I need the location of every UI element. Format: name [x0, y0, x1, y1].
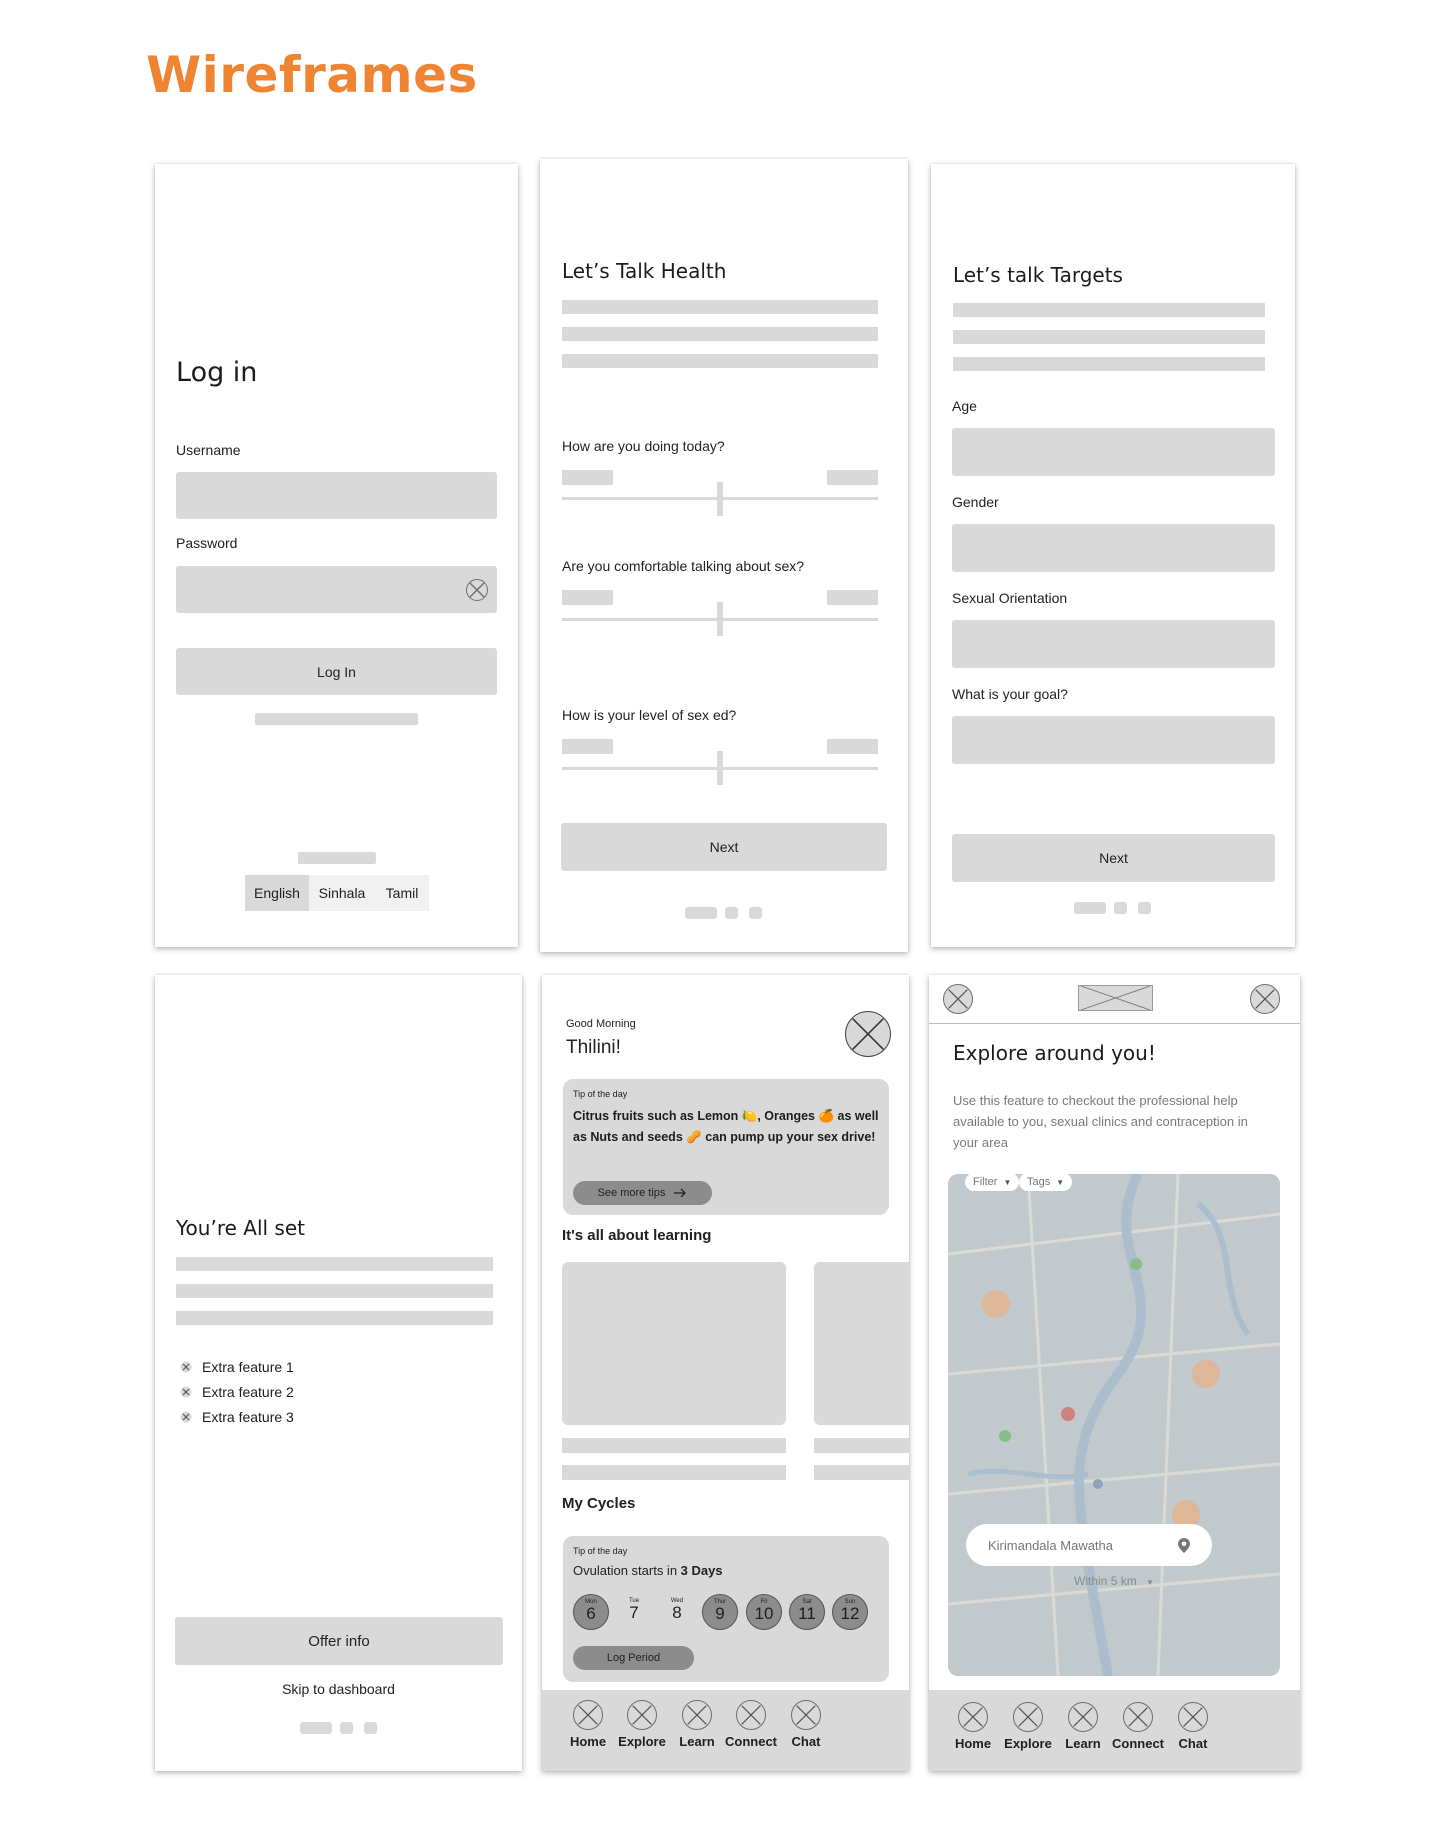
cycle-day[interactable]	[573, 1594, 609, 1630]
home-icon	[573, 1700, 603, 1730]
login-screen	[155, 164, 518, 947]
radius-label: Within 5 km	[1074, 1574, 1137, 1588]
age-input[interactable]	[952, 428, 1275, 476]
nav-item-explore[interactable]	[998, 1702, 1058, 1751]
dashboard-screen	[542, 975, 909, 1771]
feature-item	[180, 1359, 294, 1375]
progress-dot	[1114, 902, 1127, 914]
nav-item-connect[interactable]	[721, 1700, 781, 1749]
health-screen	[540, 159, 908, 952]
goal-input[interactable]	[952, 716, 1275, 764]
log-period-button[interactable]: Log Period	[573, 1646, 694, 1670]
goal-label: What is your goal?	[952, 686, 1068, 702]
progress-dot	[749, 907, 762, 919]
cycle-day-name: Sat	[802, 1599, 812, 1605]
cycle-day-number: 7	[629, 1603, 639, 1622]
cycles-card	[563, 1536, 889, 1682]
location-search-value: Kirimandala Mawatha	[988, 1537, 1114, 1553]
tip-text: Citrus fruits such as Lemon 🍋, Oranges 🍊 as well as Nuts and seeds 🥜 can pump up your sex drive!	[573, 1109, 879, 1144]
nav-item-home[interactable]	[558, 1700, 618, 1749]
chevron-down-icon: ▼	[1003, 1177, 1012, 1187]
logo-placeholder	[1078, 985, 1153, 1011]
bottom-nav	[542, 1690, 909, 1771]
targets-description-line	[953, 357, 1265, 371]
see-more-label: See more tips	[597, 1187, 666, 1199]
feature-item	[180, 1384, 294, 1400]
tip-label: Tip of the day	[573, 1089, 628, 1099]
sexual-orientation-input[interactable]	[952, 620, 1275, 668]
chevron-down-icon: ▼	[1056, 1177, 1065, 1187]
question-label: How are you doing today?	[562, 438, 725, 454]
nav-item-explore[interactable]	[612, 1700, 672, 1749]
gender-input[interactable]	[952, 524, 1275, 572]
allset-description-line	[176, 1311, 493, 1325]
cycle-day-name: Sun	[844, 1599, 856, 1605]
question-label: Are you comfortable talking about sex?	[562, 558, 805, 574]
health-description-line	[562, 354, 878, 368]
home-icon	[958, 1702, 988, 1732]
cycle-day[interactable]	[746, 1594, 782, 1630]
chat-icon	[791, 1700, 821, 1730]
learning-card[interactable]	[814, 1262, 909, 1425]
nav-label: Connect	[1112, 1736, 1164, 1751]
health-title: Let’s Talk Health	[562, 259, 727, 283]
radius-selector[interactable]	[948, 1574, 1280, 1588]
slider-min-label	[562, 590, 613, 605]
tags-chip[interactable]	[1019, 1174, 1072, 1191]
nav-label: Home	[954, 1736, 992, 1751]
nav-label: Connect	[725, 1734, 777, 1749]
username-label: Username	[176, 442, 241, 458]
nav-item-home[interactable]	[943, 1702, 1003, 1751]
connect-icon	[736, 1700, 766, 1730]
cycle-day-number: 6	[586, 1604, 596, 1623]
location-pin-icon	[1178, 1538, 1190, 1553]
allset-description-line	[176, 1284, 493, 1298]
language-english[interactable]: English	[245, 875, 309, 911]
cycle-day-name: Thur	[713, 1599, 727, 1605]
allset-description-line	[176, 1257, 493, 1271]
ovulation-prefix: Ovulation starts in	[573, 1563, 681, 1578]
skip-to-dashboard-link[interactable]: Skip to dashboard	[282, 1681, 395, 1697]
progress-dot	[364, 1722, 377, 1734]
login-title: Log in	[176, 357, 258, 388]
feature-x-icon	[180, 1386, 192, 1398]
explore-screen	[929, 975, 1300, 1771]
location-search-input[interactable]	[966, 1524, 1212, 1566]
cycle-day-number: 11	[798, 1604, 816, 1623]
nav-label: Explore	[1004, 1736, 1052, 1751]
ovulation-text	[573, 1563, 723, 1578]
next-button[interactable]: Next	[561, 823, 887, 871]
targets-description-line	[953, 330, 1265, 344]
language-caption	[298, 852, 376, 864]
cycle-day[interactable]	[832, 1594, 868, 1630]
slider-thumb[interactable]	[717, 482, 723, 516]
nav-label: Chat	[791, 1734, 821, 1749]
language-tamil[interactable]: Tamil	[375, 875, 429, 911]
progress-dot-active	[300, 1722, 332, 1734]
nav-label: Learn	[1065, 1736, 1101, 1751]
progress-dot	[725, 907, 738, 919]
slider-thumb[interactable]	[717, 751, 723, 785]
allset-screen	[155, 975, 522, 1771]
slider-thumb[interactable]	[717, 602, 723, 636]
cycles-tip-label: Tip of the day	[573, 1546, 628, 1556]
nav-item-learn[interactable]	[1053, 1702, 1113, 1751]
password-label: Password	[176, 535, 238, 551]
filter-label: Filter	[973, 1176, 998, 1188]
forgot-password-link[interactable]	[255, 713, 418, 725]
login-button[interactable]: Log In	[176, 648, 497, 695]
feature-label: Extra feature 2	[202, 1384, 294, 1400]
arrow-right-icon	[673, 1188, 687, 1198]
feature-x-icon	[180, 1361, 192, 1373]
age-label: Age	[952, 398, 977, 414]
slider-min-label	[562, 470, 613, 485]
health-description-line	[562, 300, 878, 314]
feature-label: Extra feature 3	[202, 1409, 294, 1425]
nav-label: Explore	[618, 1734, 666, 1749]
cycle-day[interactable]	[659, 1594, 695, 1630]
chevron-down-icon: ▼	[1146, 1578, 1154, 1587]
feature-label: Extra feature 1	[202, 1359, 294, 1375]
targets-description-line	[953, 303, 1265, 317]
learning-card-caption	[562, 1465, 786, 1480]
explore-icon	[1013, 1702, 1043, 1732]
back-icon[interactable]	[943, 984, 973, 1014]
nav-label: Home	[569, 1734, 607, 1749]
progress-dot-active	[1138, 902, 1151, 914]
password-input[interactable]	[176, 566, 497, 613]
gender-label: Gender	[952, 494, 999, 510]
clear-password-icon[interactable]	[466, 579, 488, 601]
page-title: Wireframes	[146, 46, 478, 104]
offer-info-button[interactable]: Offer info	[175, 1617, 503, 1665]
nav-item-learn[interactable]	[667, 1700, 727, 1749]
progress-dot-active	[685, 907, 717, 919]
chat-icon	[1178, 1702, 1208, 1732]
cycles-section-title: My Cycles	[562, 1495, 636, 1512]
user-name: Thilini!	[566, 1037, 621, 1058]
cycle-day-name: Fri	[760, 1599, 768, 1605]
cycle-day-name: Wed	[670, 1598, 684, 1604]
close-icon[interactable]	[1250, 984, 1280, 1014]
greeting: Good Morning	[566, 1018, 636, 1030]
slider-max-label	[827, 739, 878, 754]
tip-card	[563, 1079, 889, 1215]
learn-icon	[1068, 1702, 1098, 1732]
map-graphic	[948, 1174, 1280, 1676]
tags-label: Tags	[1027, 1176, 1051, 1188]
connect-icon	[1123, 1702, 1153, 1732]
cycle-day[interactable]	[702, 1594, 738, 1630]
learning-card-caption	[562, 1438, 786, 1453]
cycle-day-number: 12	[840, 1604, 860, 1623]
explore-icon	[627, 1700, 657, 1730]
days-row	[563, 1594, 889, 1632]
question-label: How is your level of sex ed?	[562, 707, 737, 723]
cycle-day[interactable]	[789, 1594, 825, 1630]
cycle-day-number: 10	[754, 1604, 774, 1623]
slider-max-label	[827, 470, 878, 485]
slider-max-label	[827, 590, 878, 605]
language-sinhala[interactable]: Sinhala	[309, 875, 375, 911]
nav-item-chat[interactable]	[1163, 1702, 1223, 1751]
explore-title: Explore around you!	[953, 1041, 1156, 1065]
nav-label: Learn	[679, 1734, 715, 1749]
learning-section-title: It's all about learning	[562, 1227, 712, 1244]
slider-min-label	[562, 739, 613, 754]
health-description-line	[562, 327, 878, 341]
nav-label: Chat	[1178, 1736, 1208, 1751]
nav-item-connect[interactable]	[1108, 1702, 1168, 1751]
cycle-day-name: Mon	[585, 1599, 597, 1605]
explore-description: Use this feature to checkout the professional help available to you, sexual clinics and contraception in your area	[953, 1093, 1248, 1150]
cycle-day-name: Tue	[628, 1598, 640, 1604]
targets-title: Let’s talk Targets	[953, 263, 1123, 287]
header-divider	[929, 1023, 1300, 1024]
filter-chip[interactable]	[965, 1174, 1019, 1191]
allset-title: You’re All set	[176, 1216, 305, 1240]
cycle-day[interactable]	[616, 1594, 652, 1630]
see-more-tips-button[interactable]	[573, 1181, 712, 1205]
learning-card[interactable]	[562, 1262, 786, 1425]
learning-card-caption	[814, 1465, 909, 1480]
progress-dot	[1074, 902, 1106, 914]
bottom-nav	[929, 1690, 1300, 1771]
learning-card-caption	[814, 1438, 909, 1453]
next-button[interactable]: Next	[952, 834, 1275, 882]
sexual-orientation-label: Sexual Orientation	[952, 590, 1068, 606]
targets-screen	[931, 164, 1295, 947]
cycle-day-number: 9	[715, 1604, 725, 1623]
feature-item	[180, 1409, 294, 1425]
ovulation-days: 3 Days	[680, 1563, 723, 1578]
progress-dot	[340, 1722, 353, 1734]
nav-item-chat[interactable]	[776, 1700, 836, 1749]
avatar[interactable]	[845, 1011, 891, 1057]
map-view[interactable]	[948, 1174, 1280, 1676]
cycle-day-number: 8	[672, 1603, 682, 1622]
learn-icon	[682, 1700, 712, 1730]
username-input[interactable]	[176, 472, 497, 519]
feature-x-icon	[180, 1411, 192, 1423]
